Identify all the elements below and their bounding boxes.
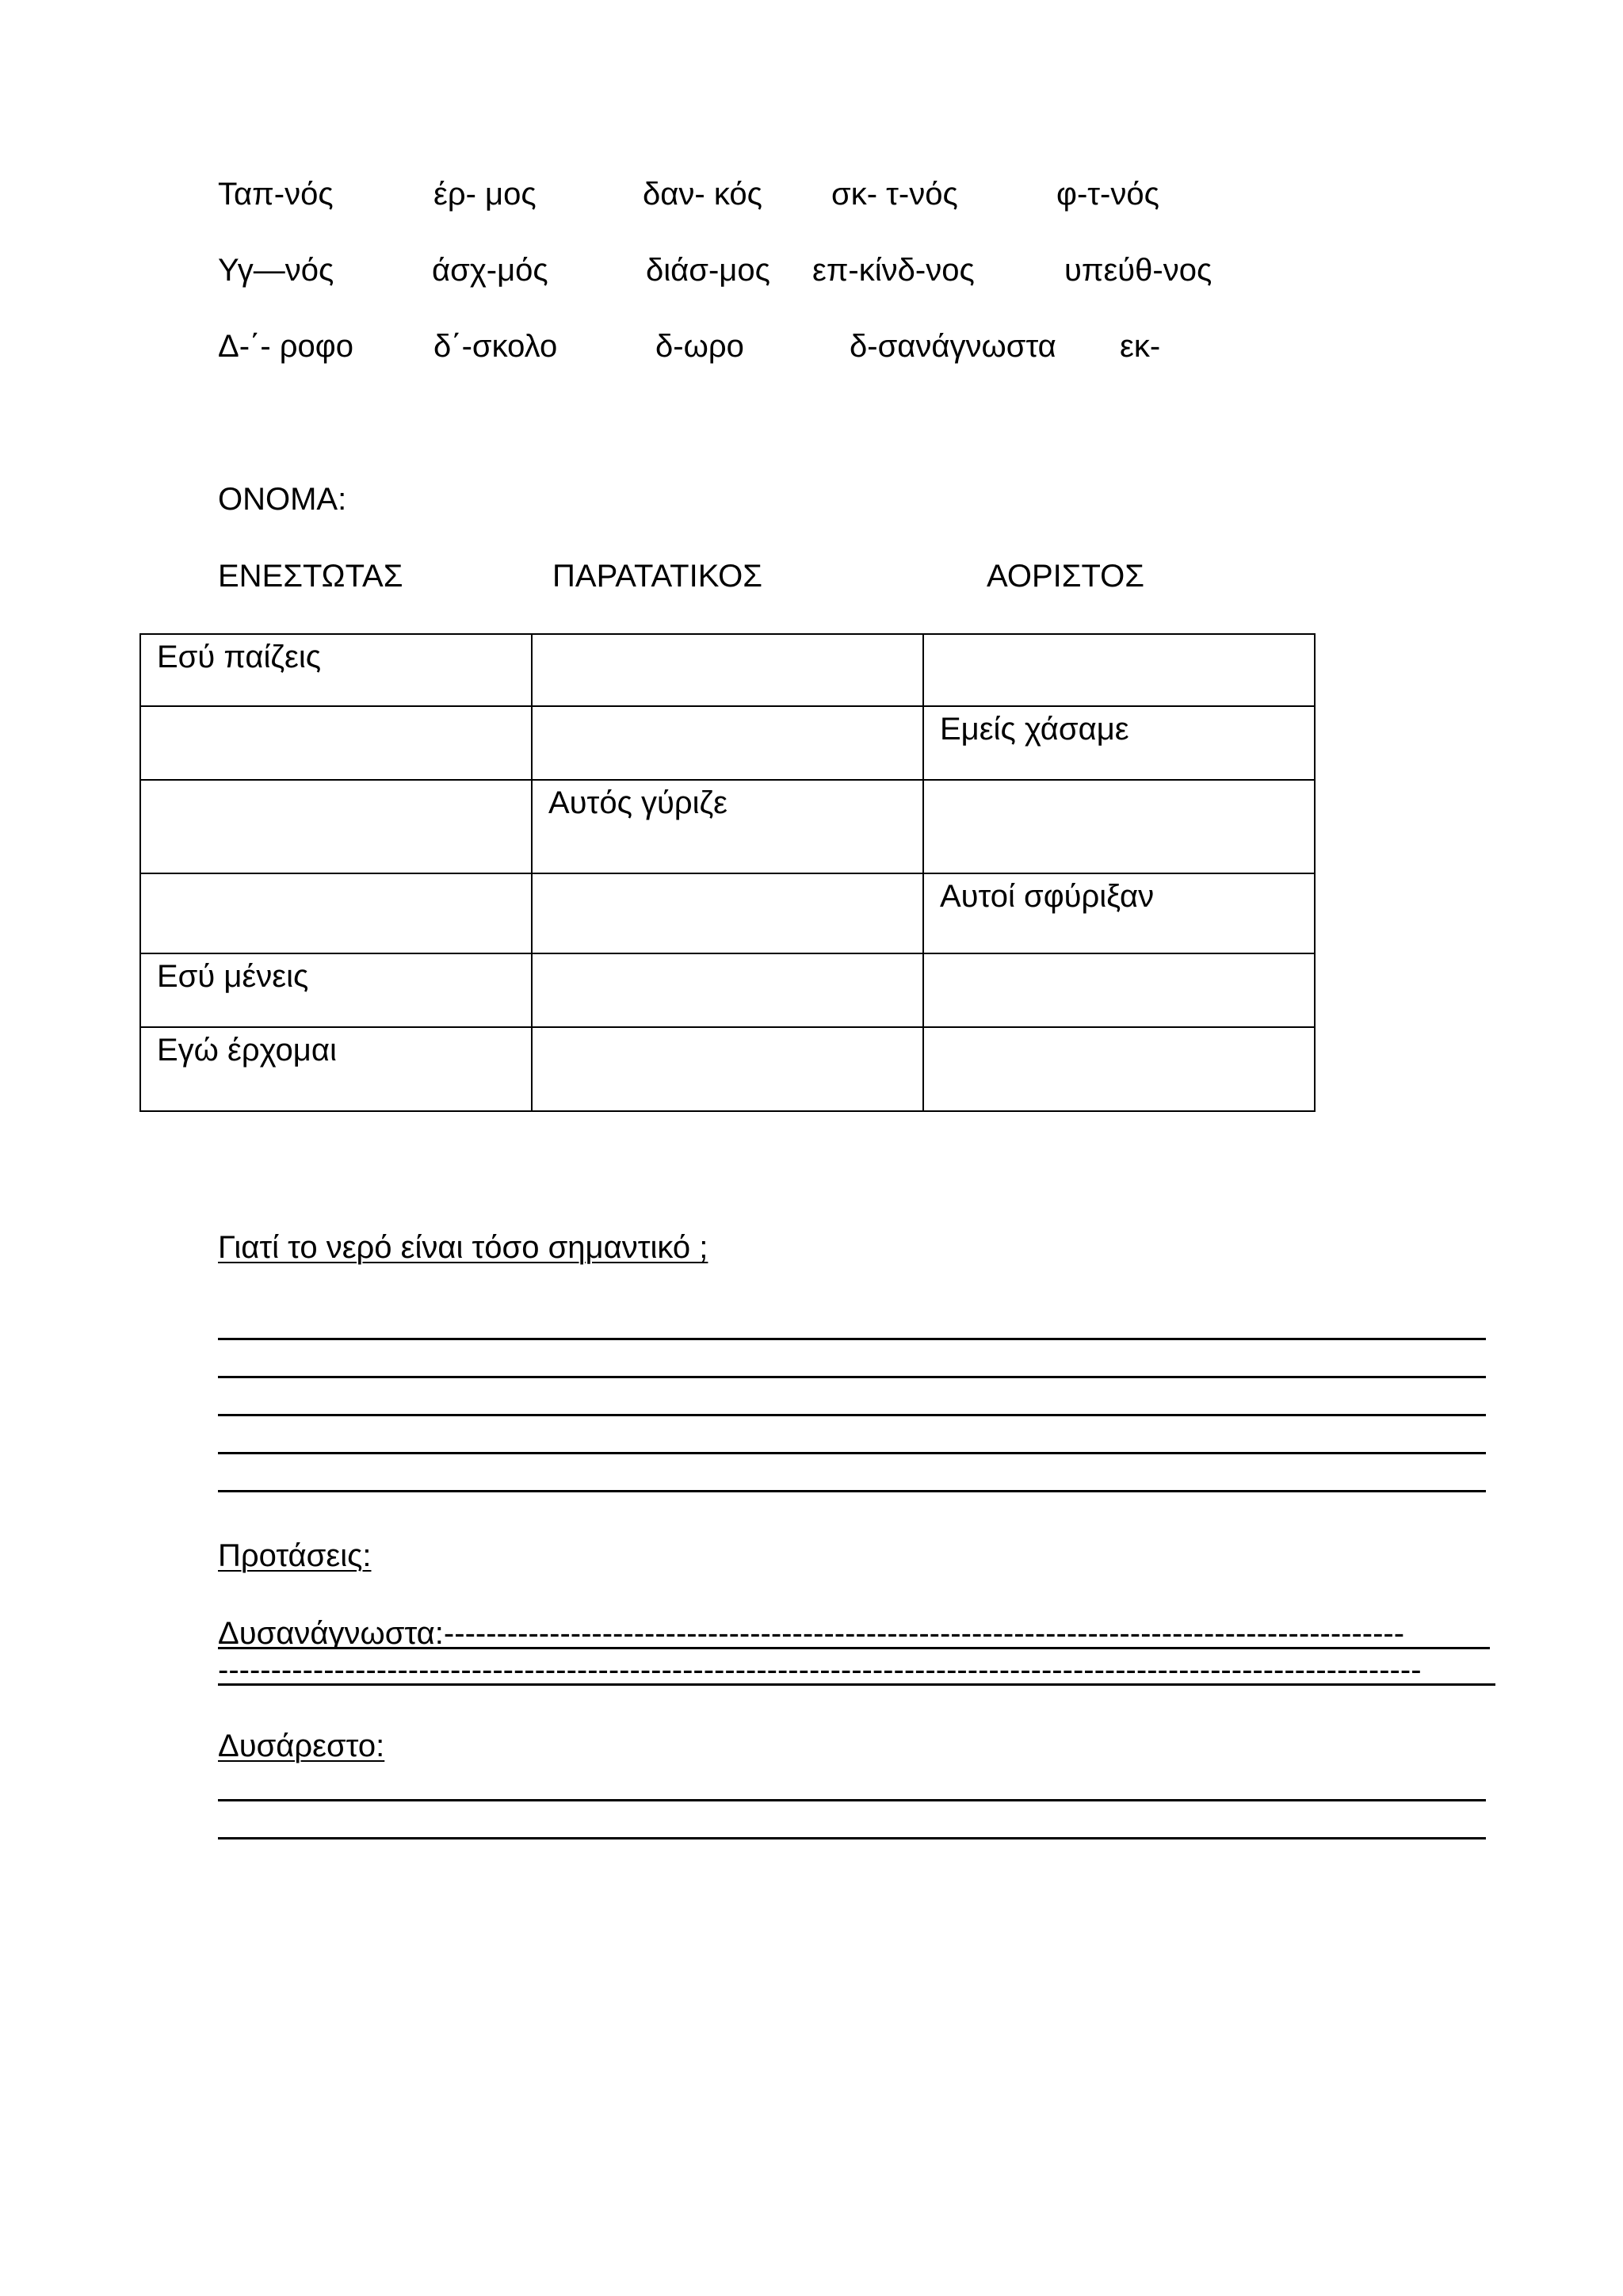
dysanagnosta-label: Δυσανάγνωστα: (218, 1618, 444, 1649)
sentences-label: Προτάσεις: (218, 1538, 372, 1573)
table-cell[interactable]: Εσύ παίζεις (140, 634, 532, 706)
word: Δ-΄- ροφο (218, 329, 353, 364)
dysaresto-label: Δυσάρεστο: (218, 1729, 385, 1763)
word: διάσ-μος (646, 253, 770, 288)
table-cell[interactable]: Εσύ μένεις (140, 953, 532, 1027)
table-cell[interactable] (532, 706, 923, 780)
answer-line[interactable] (218, 1799, 1486, 1801)
table-cell[interactable] (532, 1027, 923, 1111)
word: Ταπ-νός (218, 177, 334, 212)
table-cell[interactable] (532, 634, 923, 706)
dash-fill: ------------------------------------------------------------------------------------------------------------------ (218, 1654, 1422, 1686)
table-cell[interactable] (140, 873, 532, 953)
table-cell[interactable]: Εγώ έρχομαι (140, 1027, 532, 1111)
question-text: Γιατί το νερό είναι τόσο σημαντικό ; (218, 1230, 708, 1265)
answer-line[interactable] (218, 1376, 1486, 1378)
word: δ-ωρο (655, 329, 744, 364)
word: φ-τ-νός (1056, 177, 1159, 212)
header-present: ΕΝΕΣΤΩΤΑΣ (218, 559, 403, 594)
table-row (140, 634, 1315, 706)
answer-line[interactable] (218, 1452, 1486, 1454)
word: επ-κίνδ-νος (812, 253, 975, 288)
table-row (140, 873, 1315, 953)
answer-line[interactable] (218, 1338, 1486, 1340)
table-cell[interactable] (923, 634, 1315, 706)
word: σκ- τ-νός (831, 177, 958, 212)
answer-line[interactable] (218, 1414, 1486, 1416)
table-cell[interactable]: Εμείς χάσαμε (923, 706, 1315, 780)
word: δαν- κός (643, 177, 762, 212)
table-cell[interactable] (140, 780, 532, 873)
table-row (140, 780, 1315, 873)
dysanagnosta-line (218, 1618, 1490, 1649)
header-imperfect: ΠΑΡΑΤΑΤΙΚΟΣ (552, 559, 762, 594)
answer-line[interactable] (218, 1683, 1495, 1686)
answer-line[interactable] (218, 1647, 1490, 1649)
dash-fill-row (218, 1654, 1495, 1686)
conjugation-table (139, 633, 1316, 1112)
table-row (140, 1027, 1315, 1111)
answer-line[interactable] (218, 1490, 1486, 1492)
table-cell[interactable] (532, 953, 923, 1027)
table-cell[interactable] (923, 1027, 1315, 1111)
dash-fill: ------------------------------------------------------------------------------------------- (443, 1618, 1405, 1649)
word: υπεύθ-νος (1064, 253, 1212, 288)
answer-line[interactable] (218, 1837, 1486, 1839)
word: δ΄-σκολο (433, 329, 558, 364)
table-cell[interactable] (532, 873, 923, 953)
table-row (140, 953, 1315, 1027)
word: άσχ-μός (432, 253, 548, 288)
table-cell[interactable]: Αυτός γύριζε (532, 780, 923, 873)
table-cell[interactable] (923, 780, 1315, 873)
table-cell[interactable]: Αυτοί σφύριξαν (923, 873, 1315, 953)
table-cell[interactable] (140, 706, 532, 780)
table-row (140, 706, 1315, 780)
name-label: ΟΝΟΜΑ: (218, 482, 347, 517)
word: δ-σανάγνωστα (850, 329, 1056, 364)
word: Υγ—νός (218, 253, 334, 288)
header-aorist: ΑΟΡΙΣΤΟΣ (987, 559, 1145, 594)
table-cell[interactable] (923, 953, 1315, 1027)
word: εκ- (1120, 329, 1161, 364)
word: έρ- μος (433, 177, 537, 212)
